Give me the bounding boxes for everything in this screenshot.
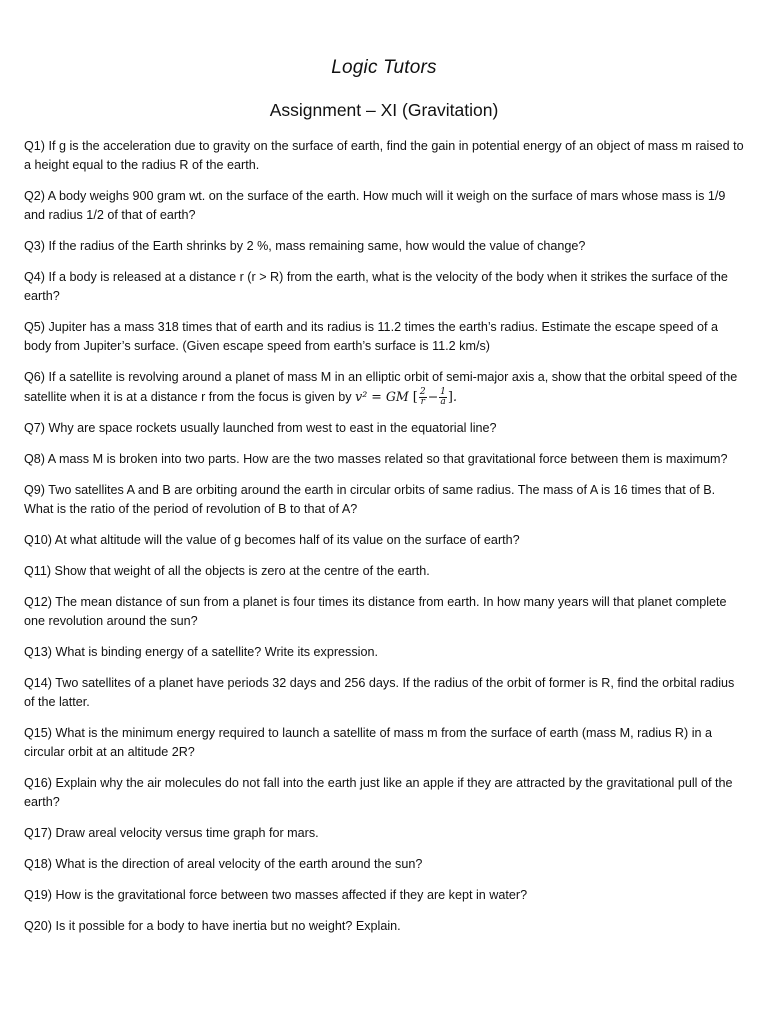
document-title: Logic Tutors	[331, 57, 437, 78]
question-list	[24, 137, 746, 948]
question-18: Q18) What is the direction of areal velocity of the earth around the sun?	[24, 857, 423, 871]
fraction-denominator: a	[440, 397, 446, 407]
question-11: Q11) Show that weight of all the objects is zero at the centre of the earth.	[24, 564, 430, 578]
question-19: Q19) How is the gravitational force between two masses affected if they are kept in water?	[24, 888, 528, 902]
question-20: Q20) Is it possible for a body to have inertia but no weight? Explain.	[24, 919, 401, 933]
formula-end: .	[452, 389, 457, 404]
question-15: Q15) What is the minimum energy required to launch a satellite of mass m from the surface of earth (mass M, radius R) in a circular orbit at an altitude 2R?	[24, 726, 713, 759]
formula-open-bracket: [	[412, 390, 418, 405]
fraction-numerator: 1	[440, 387, 446, 397]
question-12: Q12) The mean distance of sun from a planet is four times its distance from earth. In how many years will that planet complete one revolution around the sun?	[24, 595, 727, 628]
assignment-subtitle: Assignment – XI (Gravitation)	[269, 100, 499, 120]
fraction-denominator: r	[420, 397, 425, 407]
question-14: Q14) Two satellites of a planet have periods 32 days and 256 days. If the radius of the orbit of former is R, find the orbital radius of the latter.	[24, 676, 735, 709]
question-2: Q2) A body weighs 900 gram wt. on the surface of the earth. How much will it weigh on the surface of mars whose mass is 1/9 and radius 1/2 of that of earth?	[24, 189, 726, 222]
orbital-speed-formula	[355, 387, 457, 407]
question-1: Q1) If g is the acceleration due to gravity on the surface of earth, find the gain in potential energy of an object of mass m raised to a height equal to the radius R of the earth.	[24, 139, 744, 172]
formula-lhs: v² = GM	[355, 389, 409, 404]
question-5: Q5) Jupiter has a mass 318 times that of earth and its radius is 11.2 times the earth’s radius. Estimate the escape speed of a body from Jupiter’s surface. (Given escape speed from earth’s surface is 11.2 km/s)	[24, 320, 718, 353]
question-9: Q9) Two satellites A and B are orbiting around the earth in circular orbits of same radius. The mass of A is 16 times that of B. What is the ratio of the period of revolution of B to that of A?	[24, 483, 716, 516]
question-8: Q8) A mass M is broken into two parts. How are the two masses related so that gravitational force between them is maximum?	[24, 452, 728, 466]
question-7: Q7) Why are space rockets usually launched from west to east in the equatorial line?	[24, 421, 497, 435]
question-6-text: Q6) If a satellite is revolving around a planet of mass M in an elliptic orbit of semi-major axis a, show that the orbital speed of the satellite when it is at a distance r from the focus is given by	[24, 370, 738, 404]
question-4: Q4) If a body is released at a distance r (r > R) from the earth, what is the velocity of the body when it strikes the surface of the earth?	[24, 270, 728, 303]
question-10: Q10) At what altitude will the value of g becomes half of its value on the surface of earth?	[24, 533, 520, 547]
question-3: Q3) If the radius of the Earth shrinks by 2 %, mass remaining same, how would the value of change?	[24, 239, 586, 253]
fraction-numerator: 2	[419, 387, 426, 397]
question-17: Q17) Draw areal velocity versus time graph for mars.	[24, 826, 319, 840]
formula-fraction-1-over-a	[439, 388, 447, 407]
formula-close-bracket: ]	[447, 390, 453, 405]
formula-minus: −	[427, 389, 439, 404]
formula-fraction-2-over-r	[419, 388, 427, 407]
question-6	[24, 368, 746, 407]
question-13: Q13) What is binding energy of a satellite? Write its expression.	[24, 645, 378, 659]
question-16: Q16) Explain why the air molecules do not fall into the earth just like an apple if they are attracted by the gravitational pull of the earth?	[24, 776, 733, 809]
